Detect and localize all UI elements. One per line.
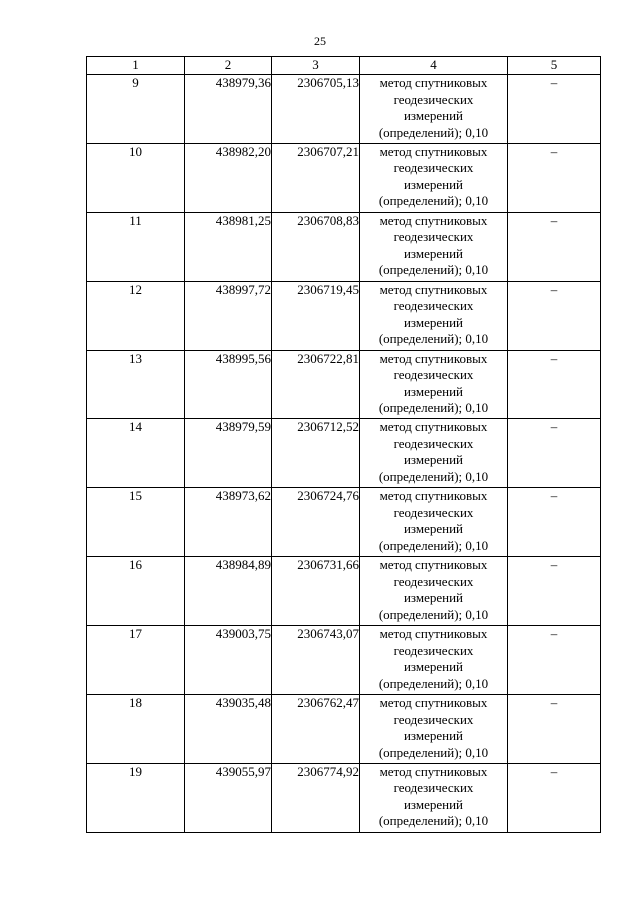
table-row	[87, 212, 601, 281]
column-header-4: 4	[360, 57, 508, 75]
y-coordinate-cell: 2306712,52	[272, 419, 360, 488]
table-body	[87, 75, 601, 833]
description-cell: –	[508, 419, 601, 488]
method-line: геодезических	[393, 780, 474, 796]
description-cell: –	[508, 212, 601, 281]
method-line: (определений); 0,10	[378, 331, 489, 347]
column-header-3: 3	[272, 57, 360, 75]
method-line: измерений	[403, 659, 464, 675]
method-line: (определений); 0,10	[378, 537, 489, 553]
method-cell	[360, 488, 508, 557]
method-line: геодезических	[393, 711, 474, 727]
method-cell	[360, 557, 508, 626]
x-coordinate-cell: 439035,48	[185, 695, 272, 764]
table-row	[87, 695, 601, 764]
x-coordinate-cell: 438982,20	[185, 143, 272, 212]
column-header-2: 2	[185, 57, 272, 75]
point-number-cell: 15	[87, 488, 185, 557]
point-number-cell: 16	[87, 557, 185, 626]
method-line: измерений	[403, 176, 464, 192]
method-line: метод спутниковых	[379, 75, 488, 90]
description-cell: –	[508, 143, 601, 212]
method-line: измерений	[403, 521, 464, 537]
method-line: (определений); 0,10	[378, 468, 489, 484]
description-cell: –	[508, 763, 601, 832]
table-row	[87, 350, 601, 419]
x-coordinate-cell: 438995,56	[185, 350, 272, 419]
method-line: метод спутниковых	[379, 212, 488, 228]
method-cell	[360, 75, 508, 144]
table-row	[87, 419, 601, 488]
point-number-cell: 12	[87, 281, 185, 350]
y-coordinate-cell: 2306762,47	[272, 695, 360, 764]
y-coordinate-cell: 2306743,07	[272, 626, 360, 695]
x-coordinate-cell: 438984,89	[185, 557, 272, 626]
point-number-cell: 11	[87, 212, 185, 281]
method-line: геодезических	[393, 642, 474, 658]
table-row	[87, 626, 601, 695]
method-cell	[360, 143, 508, 212]
method-line: метод спутниковых	[379, 488, 488, 504]
method-line: измерений	[403, 314, 464, 330]
coordinates-table	[86, 56, 601, 833]
method-line: метод спутниковых	[379, 281, 488, 297]
y-coordinate-cell: 2306724,76	[272, 488, 360, 557]
method-line: измерений	[403, 728, 464, 744]
x-coordinate-cell: 438981,25	[185, 212, 272, 281]
method-cell	[360, 281, 508, 350]
method-line: (определений); 0,10	[378, 744, 489, 760]
method-line: геодезических	[393, 160, 474, 176]
description-cell: –	[508, 350, 601, 419]
method-line: измерений	[403, 383, 464, 399]
method-line: геодезических	[393, 504, 474, 520]
method-line: метод спутниковых	[379, 143, 488, 159]
method-cell	[360, 212, 508, 281]
method-line: метод спутниковых	[379, 626, 488, 642]
table-row	[87, 488, 601, 557]
method-line: геодезических	[393, 367, 474, 383]
method-line: измерений	[403, 245, 464, 261]
method-line: (определений); 0,10	[378, 262, 489, 278]
method-line: метод спутниковых	[379, 557, 488, 573]
table-row	[87, 143, 601, 212]
description-cell: –	[508, 488, 601, 557]
description-cell: –	[508, 281, 601, 350]
point-number-cell: 19	[87, 763, 185, 832]
method-line: метод спутниковых	[379, 419, 488, 435]
point-number-cell: 14	[87, 419, 185, 488]
y-coordinate-cell: 2306731,66	[272, 557, 360, 626]
column-header-1: 1	[87, 57, 185, 75]
x-coordinate-cell: 438973,62	[185, 488, 272, 557]
method-line: измерений	[403, 108, 464, 123]
page-number: 25	[314, 34, 326, 48]
method-line: (определений); 0,10	[378, 400, 489, 416]
y-coordinate-cell: 2306774,92	[272, 763, 360, 832]
method-cell	[360, 350, 508, 419]
table-row	[87, 281, 601, 350]
table-header-row	[87, 57, 601, 75]
method-line: геодезических	[393, 91, 474, 107]
description-cell: –	[508, 695, 601, 764]
method-line: геодезических	[393, 435, 474, 451]
description-cell: –	[508, 75, 601, 144]
x-coordinate-cell: 439055,97	[185, 763, 272, 832]
method-line: геодезических	[393, 573, 474, 589]
method-cell	[360, 419, 508, 488]
y-coordinate-cell: 2306707,21	[272, 143, 360, 212]
method-cell	[360, 695, 508, 764]
method-line: геодезических	[393, 298, 474, 314]
method-line: измерений	[403, 590, 464, 606]
method-line: (определений); 0,10	[378, 124, 489, 140]
method-line: (определений); 0,10	[378, 675, 489, 691]
y-coordinate-cell: 2306708,83	[272, 212, 360, 281]
method-line: метод спутниковых	[379, 350, 488, 366]
method-line: (определений); 0,10	[378, 193, 489, 209]
method-line: геодезических	[393, 229, 474, 245]
x-coordinate-cell: 438979,59	[185, 419, 272, 488]
table-row	[87, 763, 601, 832]
point-number-cell: 17	[87, 626, 185, 695]
method-line: метод спутниковых	[379, 695, 488, 711]
y-coordinate-cell: 2306705,13	[272, 75, 360, 144]
method-line: измерений	[403, 796, 464, 812]
point-number-cell: 10	[87, 143, 185, 212]
method-line: метод спутниковых	[379, 763, 488, 779]
description-cell: –	[508, 557, 601, 626]
table-row	[87, 557, 601, 626]
column-header-5: 5	[508, 57, 601, 75]
table-row	[87, 75, 601, 144]
point-number-cell: 18	[87, 695, 185, 764]
point-number-cell: 13	[87, 350, 185, 419]
point-number-cell: 9	[87, 75, 185, 144]
method-line: измерений	[403, 452, 464, 468]
method-line: (определений); 0,10	[378, 606, 489, 622]
method-cell	[360, 763, 508, 832]
x-coordinate-cell: 438997,72	[185, 281, 272, 350]
y-coordinate-cell: 2306719,45	[272, 281, 360, 350]
x-coordinate-cell: 438979,36	[185, 75, 272, 144]
y-coordinate-cell: 2306722,81	[272, 350, 360, 419]
method-line: (определений); 0,10	[378, 813, 489, 829]
method-cell	[360, 626, 508, 695]
x-coordinate-cell: 439003,75	[185, 626, 272, 695]
description-cell: –	[508, 626, 601, 695]
